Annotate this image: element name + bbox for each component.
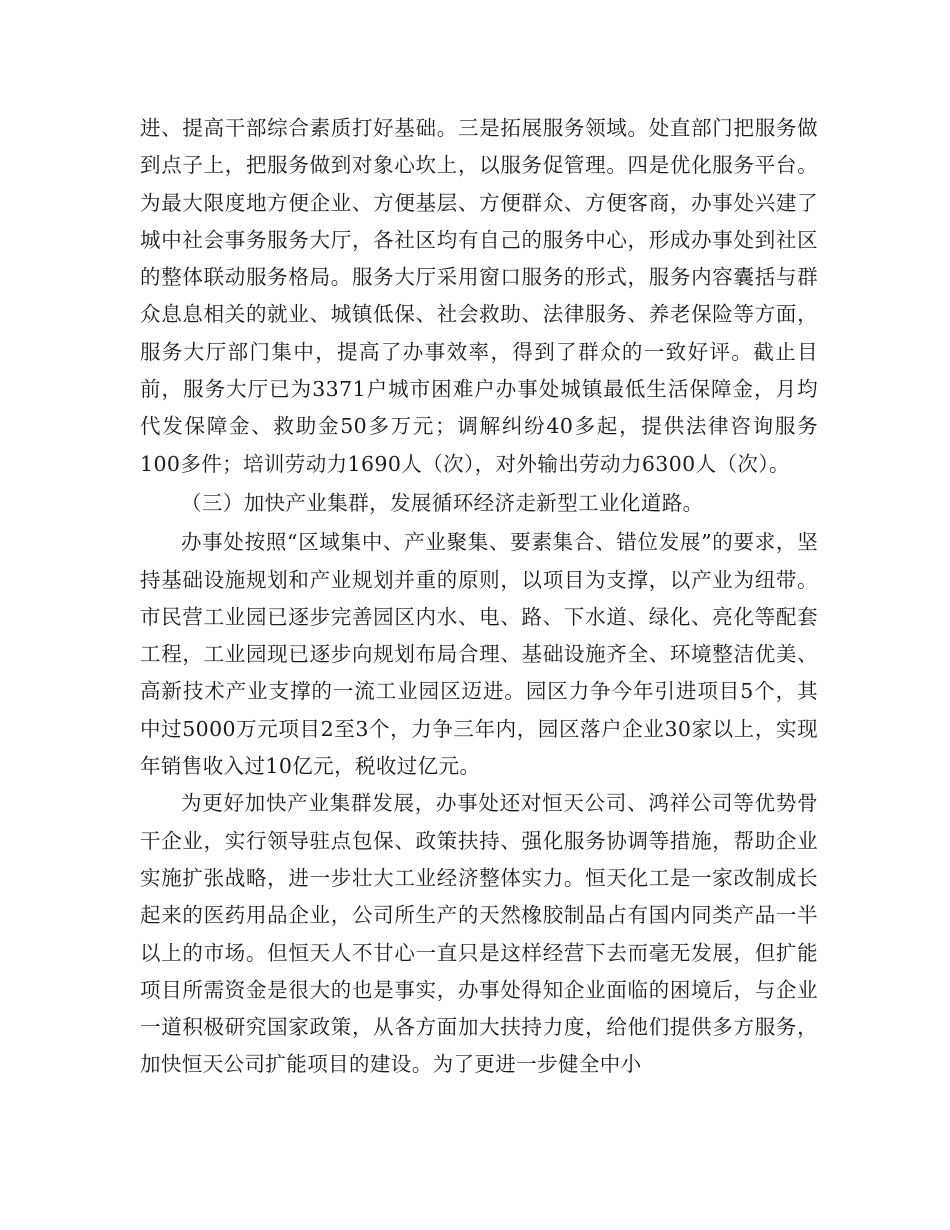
body-paragraph: 进、提高干部综合素质打好基础。三是拓展服务领域。处直部门把服务做到点子上，把服务做到对象心坎上，以服务促管理。四是优化服务平台。为最大限度地方便企业、方便基层、方便群众、方便客商，办事处兴建了城中社会事务服务大厅，各社区均有自己的服务中心，形成办事处到社区的整体联动服务格局。服务大厅采用窗口服务的形式，服务内容囊括与群众息息相关的就业、城镇低保、社会救助、法律服务、养老保险等方面，服务大厅部门集中，提高了办事效率，得到了群众的一致好评。截止目前，服务大厅已为3371户城市困难户办事处城镇最低生活保障金，月均代发保障金、救助金50多万元；调解纠纷40多起，提供法律咨询服务100多件；培训劳动力1690人（次），对外输出劳动力6300人（次）。 — [140, 116, 818, 476]
body-paragraph: 为更好加快产业集群发展，办事处还对恒天公司、鸿祥公司等优势骨干企业，实行领导驻点包保、政策扶持、强化服务协调等措施，帮助企业实施扩张战略，进一步壮大工业经济整体实力。恒天化工是一家改制成长起来的医药用品企业，公司所生产的天然橡胶制品占有国内同类产品一半以上的市场。但恒天人不甘心一直只是这样经营下去而毫无发展，但扩能项目所需资金是很大的也是事实，办事处得知企业面临的困境后，与企业一道积极研究国家政策，从各方面加大扶持力度，给他们提供多方服务，加快恒天公司扩能项目的建设。为了更进一步健全中小 — [140, 791, 818, 1077]
section-heading: （三）加快产业集群，发展循环经济走新型工业化道路。 — [181, 490, 704, 515]
document-body — [140, 110, 818, 1084]
body-paragraph: 办事处按照“区域集中、产业聚集、要素集合、错位发展”的要求，坚持基础设施规划和产业规划并重的原则，以项目为支撑，以产业为纽带。市民营工业园已逐步完善园区内水、电、路、下水道、绿化、亮化等配套工程，工业园现已逐步向规划布局合理、基础设施齐全、环境整洁优美、高新技术产业支撑的一流工业园区迈进。园区力争今年引进项目5个，其中过5000万元项目2至3个，力争三年内，园区落户企业30家以上，实现年销售收入过10亿元，税收过亿元。 — [140, 530, 818, 779]
